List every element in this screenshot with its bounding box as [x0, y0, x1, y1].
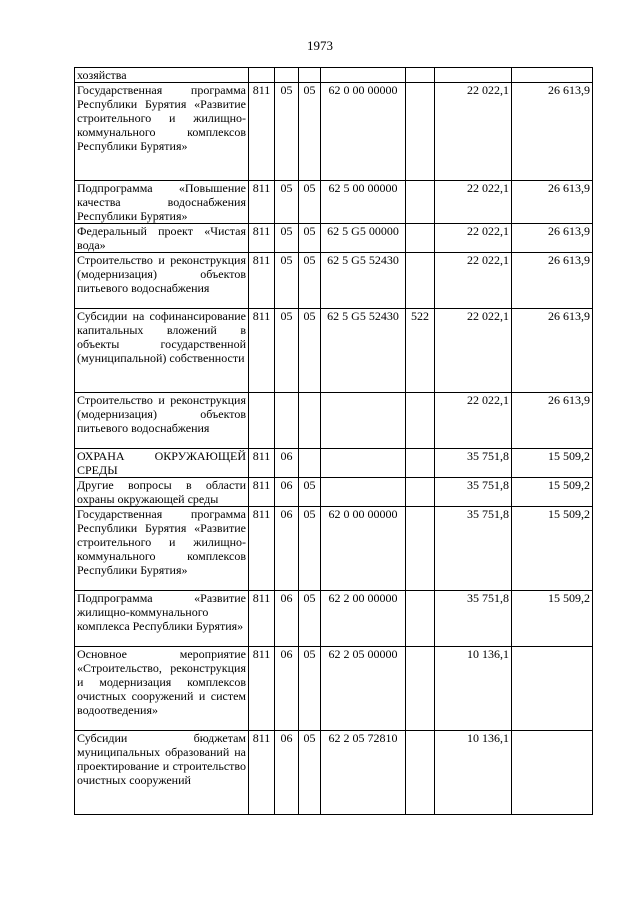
row-name-cell: Государственная программа Республики Бурятия «Развитие строительного и жилищно-коммунального комплексов Республики Бурятия» — [75, 83, 249, 181]
amount-year2-cell: 15 509,2 — [512, 507, 593, 591]
row-name-cell: Другие вопросы в области охраны окружающей среды — [75, 478, 249, 507]
section-code-cell — [275, 68, 299, 83]
amount-year2-cell — [512, 731, 593, 815]
expense-type-cell: 522 — [406, 309, 435, 393]
table-row — [75, 309, 593, 393]
target-article-cell: 62 2 00 00000 — [321, 591, 406, 647]
subsection-code-cell: 05 — [299, 591, 321, 647]
amount-year2-cell: 15 509,2 — [512, 591, 593, 647]
table-row — [75, 181, 593, 224]
subsection-code-cell: 05 — [299, 507, 321, 591]
subsection-code-cell: 05 — [299, 647, 321, 731]
row-name-cell: Подпрограмма «Повышение качества водоснабжения Республики Бурятия» — [75, 181, 249, 224]
section-code-cell: 05 — [275, 181, 299, 224]
budget-table-body — [75, 68, 593, 815]
amount-year1-cell: 10 136,1 — [435, 731, 512, 815]
table-row — [75, 83, 593, 181]
row-name-cell: Строительство и реконструкция (модернизация) объектов питьевого водоснабжения — [75, 393, 249, 449]
subsection-code-cell: 05 — [299, 253, 321, 309]
row-name-cell: Строительство и реконструкция (модернизация) объектов питьевого водоснабжения — [75, 253, 249, 309]
expense-type-cell — [406, 393, 435, 449]
section-code-cell: 06 — [275, 731, 299, 815]
amount-year1-cell: 22 022,1 — [435, 83, 512, 181]
expense-type-cell — [406, 647, 435, 731]
subsection-code-cell — [299, 449, 321, 478]
amount-year2-cell: 15 509,2 — [512, 478, 593, 507]
target-article-cell — [321, 449, 406, 478]
amount-year2-cell: 15 509,2 — [512, 449, 593, 478]
admin-code-cell — [249, 68, 275, 83]
subsection-code-cell: 05 — [299, 181, 321, 224]
row-name-cell: хозяйства — [75, 68, 249, 83]
admin-code-cell: 811 — [249, 224, 275, 253]
admin-code-cell: 811 — [249, 449, 275, 478]
amount-year1-cell: 22 022,1 — [435, 309, 512, 393]
amount-year1-cell: 10 136,1 — [435, 647, 512, 731]
expense-type-cell — [406, 181, 435, 224]
amount-year2-cell: 26 613,9 — [512, 253, 593, 309]
table-row — [75, 591, 593, 647]
admin-code-cell: 811 — [249, 591, 275, 647]
target-article-cell: 62 0 00 00000 — [321, 507, 406, 591]
row-name-cell: Подпрограмма «Развитие жилищно-коммунального комплекса Республики Бурятия» — [75, 591, 249, 647]
table-row — [75, 393, 593, 449]
amount-year1-cell: 35 751,8 — [435, 591, 512, 647]
amount-year2-cell — [512, 68, 593, 83]
expense-type-cell — [406, 478, 435, 507]
amount-year2-cell — [512, 647, 593, 731]
expense-type-cell — [406, 449, 435, 478]
section-code-cell: 05 — [275, 224, 299, 253]
table-row — [75, 731, 593, 815]
section-code-cell: 06 — [275, 507, 299, 591]
admin-code-cell: 811 — [249, 507, 275, 591]
target-article-cell: 62 5 G5 52430 — [321, 253, 406, 309]
target-article-cell: 62 2 05 72810 — [321, 731, 406, 815]
expense-type-cell — [406, 731, 435, 815]
amount-year2-cell: 26 613,9 — [512, 309, 593, 393]
target-article-cell — [321, 478, 406, 507]
section-code-cell: 05 — [275, 309, 299, 393]
table-row — [75, 507, 593, 591]
expense-type-cell — [406, 68, 435, 83]
amount-year1-cell: 22 022,1 — [435, 393, 512, 449]
amount-year2-cell: 26 613,9 — [512, 83, 593, 181]
target-article-cell: 62 2 05 00000 — [321, 647, 406, 731]
admin-code-cell: 811 — [249, 83, 275, 181]
target-article-cell: 62 0 00 00000 — [321, 83, 406, 181]
section-code-cell: 06 — [275, 591, 299, 647]
admin-code-cell: 811 — [249, 309, 275, 393]
section-code-cell: 06 — [275, 449, 299, 478]
row-name-cell: ОХРАНА ОКРУЖАЮЩЕЙ СРЕДЫ — [75, 449, 249, 478]
admin-code-cell: 811 — [249, 181, 275, 224]
amount-year1-cell: 22 022,1 — [435, 253, 512, 309]
row-name-cell: Основное мероприятие «Строительство, реконструкция и модернизация комплексов очистных сооружений и систем водоотведения» — [75, 647, 249, 731]
section-code-cell — [275, 393, 299, 449]
section-code-cell: 05 — [275, 253, 299, 309]
admin-code-cell: 811 — [249, 647, 275, 731]
expense-type-cell — [406, 507, 435, 591]
amount-year1-cell: 22 022,1 — [435, 224, 512, 253]
amount-year1-cell: 35 751,8 — [435, 507, 512, 591]
table-row — [75, 449, 593, 478]
section-code-cell: 06 — [275, 478, 299, 507]
section-code-cell: 05 — [275, 83, 299, 181]
target-article-cell: 62 5 G5 00000 — [321, 224, 406, 253]
page-number: 1973 — [307, 38, 333, 53]
subsection-code-cell — [299, 393, 321, 449]
subsection-code-cell: 05 — [299, 309, 321, 393]
expense-type-cell — [406, 83, 435, 181]
row-name-cell: Субсидии бюджетам муниципальных образований на проектирование и строительство очистных сооружений — [75, 731, 249, 815]
amount-year1-cell — [435, 68, 512, 83]
target-article-cell — [321, 68, 406, 83]
amount-year1-cell: 35 751,8 — [435, 478, 512, 507]
target-article-cell: 62 5 00 00000 — [321, 181, 406, 224]
row-name-cell: Федеральный проект «Чистая вода» — [75, 224, 249, 253]
amount-year2-cell: 26 613,9 — [512, 393, 593, 449]
amount-year1-cell: 35 751,8 — [435, 449, 512, 478]
admin-code-cell: 811 — [249, 478, 275, 507]
subsection-code-cell: 05 — [299, 224, 321, 253]
subsection-code-cell: 05 — [299, 83, 321, 181]
table-row — [75, 478, 593, 507]
amount-year1-cell: 22 022,1 — [435, 181, 512, 224]
target-article-cell: 62 5 G5 52430 — [321, 309, 406, 393]
expense-type-cell — [406, 253, 435, 309]
expense-type-cell — [406, 591, 435, 647]
admin-code-cell — [249, 393, 275, 449]
target-article-cell — [321, 393, 406, 449]
table-row — [75, 224, 593, 253]
row-name-cell: Субсидии на софинансирование капитальных вложений в объекты государственной (муниципальной) собственности — [75, 309, 249, 393]
table-row — [75, 253, 593, 309]
expense-type-cell — [406, 224, 435, 253]
admin-code-cell: 811 — [249, 731, 275, 815]
subsection-code-cell — [299, 68, 321, 83]
admin-code-cell: 811 — [249, 253, 275, 309]
table-row — [75, 68, 593, 83]
row-name-cell: Государственная программа Республики Бурятия «Развитие строительного и жилищно-коммунального комплексов Республики Бурятия» — [75, 507, 249, 591]
section-code-cell: 06 — [275, 647, 299, 731]
subsection-code-cell: 05 — [299, 478, 321, 507]
subsection-code-cell: 05 — [299, 731, 321, 815]
table-row — [75, 647, 593, 731]
amount-year2-cell: 26 613,9 — [512, 181, 593, 224]
budget-table — [74, 67, 593, 815]
amount-year2-cell: 26 613,9 — [512, 224, 593, 253]
